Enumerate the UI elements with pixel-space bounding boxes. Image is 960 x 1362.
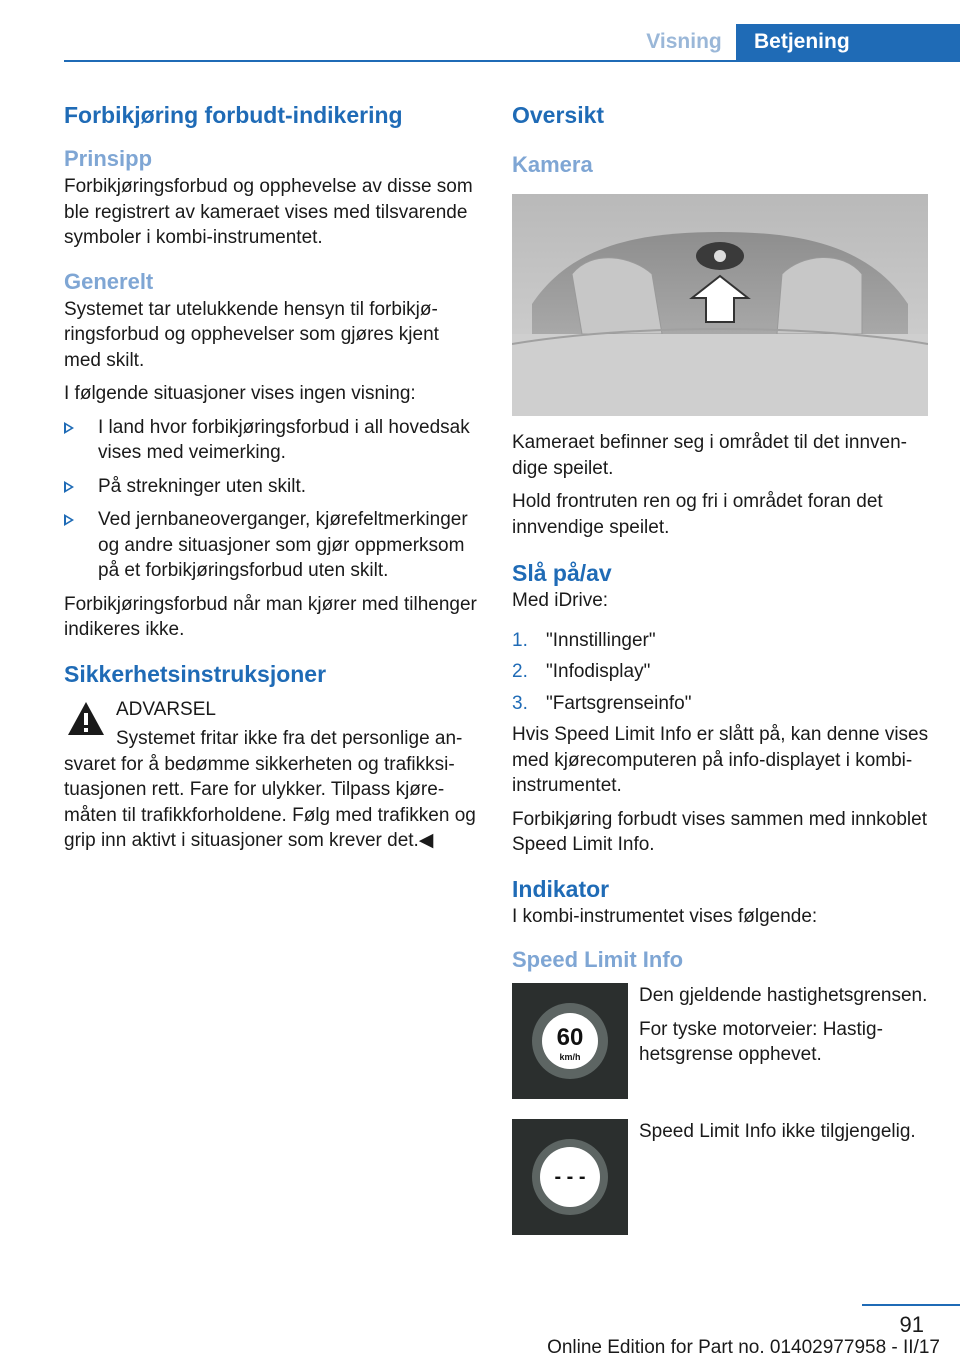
kamera-text-1: Kameraet befinner seg i området til det innvendige speilet.: [512, 432, 907, 479]
speed-limit-60-description: [639, 983, 929, 1076]
sli-text-2: For tyske motorveier: Hastighetsgrense opphevet.: [639, 1018, 883, 1065]
situasjoner-intro: I følgende situasjoner vises ingen visning:: [64, 383, 416, 404]
tilhenger-text: Forbikjøringsforbud når man kjører med tilhenger indikeres ikke.: [64, 593, 477, 640]
speed-limit-row-unavailable: [512, 1119, 932, 1239]
speed-limit-info-heading: Speed Limit Info: [512, 947, 684, 972]
speed-limit-60-sign-icon: [512, 983, 628, 1099]
kamera-heading: Kamera: [512, 152, 593, 177]
section-title: Forbikjøring forbudt-indikering: [64, 102, 403, 128]
sli-text-3: Speed Limit Info ikke tilgjengelig.: [639, 1121, 916, 1142]
list-item: 1. "Innstillinger": [512, 629, 656, 651]
sign-value: 60: [556, 1024, 584, 1051]
speed-limit-row-60: [512, 983, 932, 1103]
right-column: [512, 100, 932, 1255]
header-rule: [64, 60, 960, 62]
prinsipp-text: Forbikjøringsforbud og opphevelse av disse som ble registrert av kameraet vises med tilsvarende symboler i kombi-instrumentet.: [64, 176, 473, 248]
speed-limit-unavailable-description: [639, 1119, 929, 1153]
sli-text-1: Den gjeldende hastighetsgrensen.: [639, 985, 928, 1006]
indikator-heading: Indikator: [512, 875, 610, 902]
kamera-text-2: Hold frontruten ren og fri i området foran det innvendige speilet.: [512, 491, 883, 538]
speed-limit-unavailable-icon: [512, 1119, 628, 1235]
warning-triangle-icon: [66, 699, 106, 739]
tab-visning[interactable]: Visning: [646, 30, 722, 53]
list-item: 2. "Infodisplay": [512, 661, 651, 682]
prinsipp-heading: Prinsipp: [64, 146, 153, 171]
triangle-bullet-icon: [64, 481, 74, 493]
sign-unit: km/h: [559, 1052, 581, 1062]
list-item: På strekninger uten skilt.: [64, 474, 480, 500]
speed-limit-text-2: Forbikjøring forbudt vises sammen med innkoblet Speed Limit Info.: [512, 808, 928, 855]
camera-location-illustration: [512, 194, 928, 416]
page-number: 91: [899, 1312, 924, 1337]
safety-heading: Sikkerhetsinstruksjoner: [64, 660, 327, 687]
warning-text: Systemet fritar ikke fra det personlige ansvaret for å bedømme sikkerheten og trafikksituasjonen rett. Fare for ulykker. Tilpass kjøremåten til trafikkforholdene. Følg med trafikken og grip inn aktivt i situasjoner som krever det.◀: [64, 728, 476, 851]
warning-label: ADVARSEL: [116, 698, 216, 720]
edition-note: Online Edition for Part no. 01402977958 - II/17: [547, 1337, 940, 1358]
list-item: 3. "Fartsgrenseinfo": [512, 692, 692, 714]
speed-limit-text-1: Hvis Speed Limit Info er slått på, kan denne vises med kjørecomputeren på info-displayet i kombi-instrumentet.: [512, 724, 929, 796]
triangle-bullet-icon: [64, 514, 74, 526]
idrive-steps: [512, 628, 932, 717]
sla-pa-av-heading: Slå på/av: [512, 560, 612, 586]
indikator-text: I kombi-instrumentet vises følgende:: [512, 905, 818, 927]
list-item: Ved jernbaneoverganger, kjørefeltmerkinger og andre situasjoner som gjør oppmerksom på et forbikjøringsforbud uten skilt.: [64, 507, 480, 584]
list-item: I land hvor forbikjøringsforbud i all hovedsak vises med veimerking.: [64, 415, 480, 466]
left-column: [64, 100, 480, 858]
triangle-bullet-icon: [64, 422, 74, 434]
page-header: [0, 0, 960, 62]
footer-rule: [862, 1304, 960, 1306]
situasjoner-list: [64, 415, 480, 584]
sign-unavailable: - - -: [554, 1166, 586, 1188]
generelt-text: Systemet tar utelukkende hensyn til forbikjøringsforbud og opphevelser som gjøres kjent med skilt.: [64, 298, 439, 371]
generelt-heading: Generelt: [64, 268, 154, 294]
warning-block: [64, 697, 480, 854]
tab-betjening[interactable]: Betjening: [736, 24, 960, 62]
oversikt-heading: Oversikt: [512, 102, 605, 128]
idrive-intro: Med iDrive:: [512, 590, 609, 611]
